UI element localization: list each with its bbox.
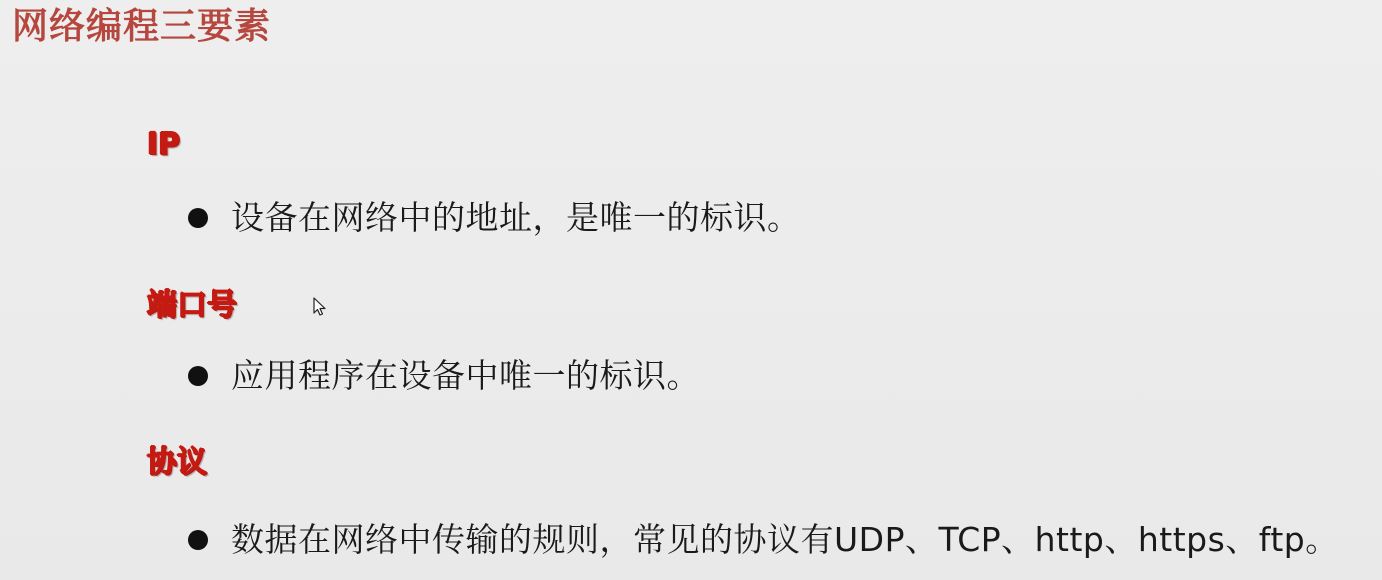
bullet-dot-icon	[188, 530, 208, 550]
bullet-item-protocol	[188, 518, 1339, 562]
bullet-dot-icon	[188, 208, 208, 228]
section-heading-protocol: 协议	[147, 445, 207, 480]
bullet-item-port	[188, 354, 700, 398]
bullet-text-protocol: 数据在网络中传输的规则，常见的协议有UDP、TCP、http、https、ftp。	[231, 520, 1339, 559]
mouse-pointer-icon	[313, 297, 327, 317]
bullet-dot-icon	[188, 366, 208, 386]
bullet-text-port: 应用程序在设备中唯一的标识。	[231, 356, 700, 395]
section-heading-ip: IP	[147, 127, 181, 162]
bullet-item-ip	[188, 196, 801, 240]
section-heading-port: 端口号	[147, 288, 237, 323]
bullet-text-ip: 设备在网络中的地址，是唯一的标识。	[231, 198, 801, 237]
slide-title: 网络编程三要素	[12, 6, 272, 47]
